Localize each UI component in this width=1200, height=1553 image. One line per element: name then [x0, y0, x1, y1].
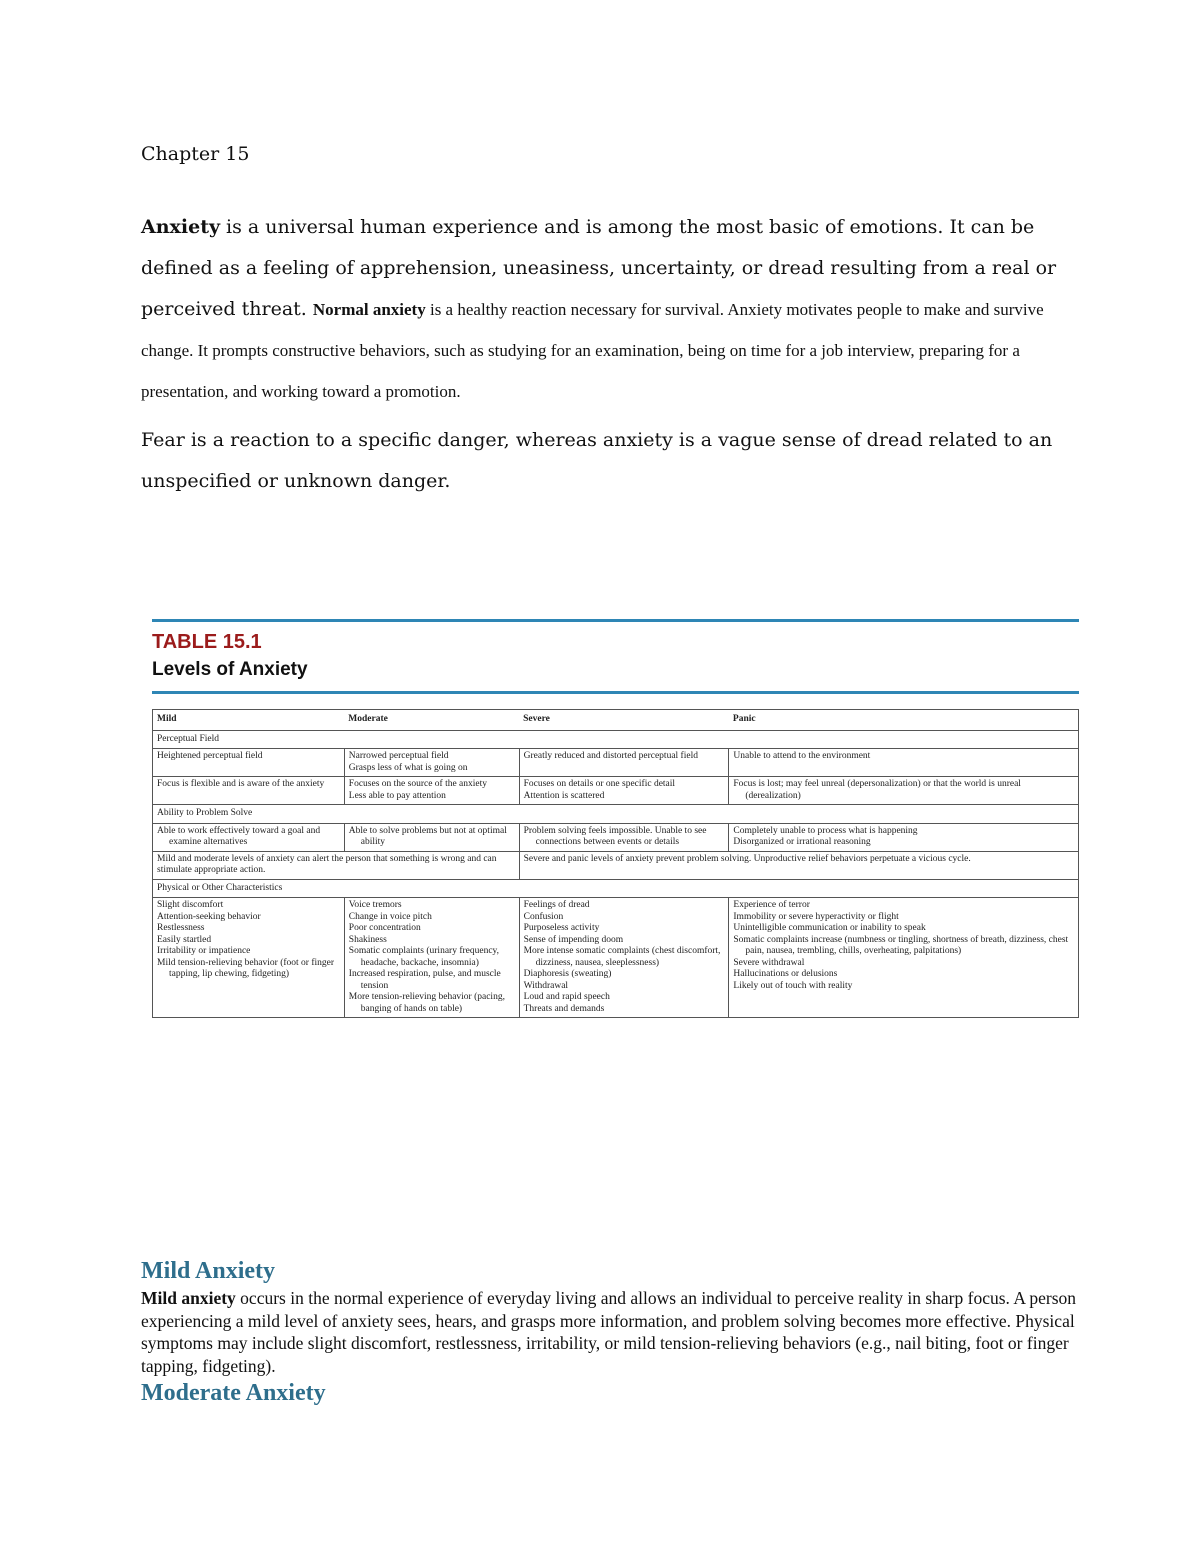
table-cell-summary-severe-panic: Severe and panic levels of anxiety prevent problem solving. Unproductive relief behaviors perpetuate a vicious cycle.: [519, 851, 1078, 879]
cell-line: Withdrawal: [523, 980, 569, 991]
table-title: Levels of Anxiety: [152, 659, 308, 680]
cell-line: Greatly reduced and distorted perceptual field: [523, 751, 698, 761]
cell-line: Change in voice pitch: [348, 911, 432, 922]
table-row: [153, 823, 1079, 851]
intro-paragraph: [141, 207, 1071, 412]
table-cell: [519, 749, 729, 777]
header-panic: Panic: [729, 710, 1079, 731]
header-mild: Mild: [153, 710, 345, 731]
table-cell: [729, 777, 1079, 805]
table-cell: [344, 823, 519, 851]
cell-line: Hallucinations or delusions: [733, 969, 838, 979]
cell-line: Completely unable to process what is happening: [733, 825, 918, 836]
cell-line: Shakiness: [348, 934, 387, 945]
cell-line: Loud and rapid speech: [523, 992, 610, 1002]
cell-line: Able to solve problems but not at optimal ability: [348, 825, 507, 847]
cell-line: Voice tremors: [348, 900, 402, 910]
table-row: [153, 898, 1079, 1018]
table-bottom-rule: [152, 691, 1079, 694]
term-mild-anxiety: Mild anxiety: [141, 1288, 236, 1308]
table-cell: [153, 823, 345, 851]
cell-line: Focuses on the source of the anxiety: [348, 779, 488, 789]
fear-paragraph: Fear is a reaction to a specific danger, whereas anxiety is a vague sense of dread related to an unspecified or unknown danger.: [141, 429, 1053, 492]
cell-line: Sense of impending doom: [523, 934, 624, 945]
cell-line: More tension-relieving behavior (pacing, banging of hands on table): [348, 992, 505, 1014]
heading-moderate-anxiety: Moderate Anxiety: [141, 1380, 326, 1406]
cell-line: More intense somatic complaints (chest discomfort, dizziness, nausea, sleeplessness): [523, 946, 721, 968]
cell-line: Purposeless activity: [523, 923, 600, 933]
heading-mild-anxiety: Mild Anxiety: [141, 1258, 276, 1284]
cell-line: Severe withdrawal: [733, 957, 805, 968]
cell-line: Experience of terror: [733, 900, 810, 910]
table-top-rule: [152, 619, 1079, 622]
table-cell: [519, 898, 729, 1018]
cell-line: Focus is lost; may feel unreal (depersonalization) or that the world is unreal (derealization): [733, 779, 1021, 801]
header-severe: Severe: [519, 710, 729, 731]
cell-line: Unable to attend to the environment: [733, 751, 871, 761]
cell-line: Focuses on details or one specific detail: [523, 779, 676, 789]
section-problem-solve: Ability to Problem Solve: [153, 805, 1079, 824]
table-cell: [344, 777, 519, 805]
intro-text-b: is a healthy reaction necessary for survival. Anxiety motivates people to make and survive change. It prompts constructive behaviors, such as studying for an examination, being on time for a job interview, preparing for a presentation, and working toward a promotion.: [141, 300, 1044, 401]
cell-line: Grasps less of what is going on: [348, 762, 468, 773]
cell-line: Increased respiration, pulse, and muscle tension: [348, 969, 501, 991]
cell-line: Easily startled: [157, 934, 212, 945]
table-cell: [153, 749, 345, 777]
cell-line: Threats and demands: [523, 1003, 605, 1014]
cell-line: Attention is scattered: [523, 790, 605, 801]
cell-line: Irritability or impatience: [157, 946, 251, 956]
cell-line: Narrowed perceptual field: [348, 751, 449, 761]
cell-line: Somatic complaints increase (numbness or tingling, shortness of breath, dizziness, chest pain, nausea, trembling, chills, overheating, palpitations): [733, 934, 1069, 956]
section-physical: Physical or Other Characteristics: [153, 879, 1079, 898]
header-moderate: Moderate: [344, 710, 519, 731]
section-perceptual-field: Perceptual Field: [153, 730, 1079, 749]
cell-line: Immobility or severe hyperactivity or flight: [733, 911, 899, 922]
table-row: [153, 777, 1079, 805]
cell-line: Somatic complaints (urinary frequency, headache, backache, insomnia): [348, 946, 500, 968]
cell-line: Diaphoresis (sweating): [523, 969, 612, 979]
table-label: TABLE 15.1: [152, 631, 262, 653]
mild-anxiety-text: occurs in the normal experience of everyday living and allows an individual to perceive reality in sharp focus. A person experiencing a mild level of anxiety sees, hears, and grasps more information, and problem solving becomes more effective. Physical symptoms may include slight discomfort, restlessness, irritability, or mild tension-relieving behaviors (e.g., nail biting, foot or finger tapping, fidgeting).: [141, 1288, 1077, 1376]
table-row: [153, 851, 1079, 879]
cell-line: Slight discomfort: [157, 900, 224, 910]
term-normal-anxiety: Normal anxiety: [312, 300, 426, 319]
cell-line: Problem solving feels impossible. Unable to see connections between events or details: [523, 825, 707, 847]
table-cell: [344, 898, 519, 1018]
cell-line: Feelings of dread: [523, 900, 590, 910]
table-cell: [519, 823, 729, 851]
table-cell: [729, 749, 1079, 777]
cell-line: Disorganized or irrational reasoning: [733, 837, 871, 847]
table-row: [153, 749, 1079, 777]
cell-line: Poor concentration: [348, 923, 421, 933]
chapter-label: Chapter 15: [141, 143, 250, 165]
cell-line: Attention-seeking behavior: [157, 911, 261, 922]
cell-line: Unintelligible communication or inability to speak: [733, 923, 926, 933]
cell-line: Less able to pay attention: [348, 790, 446, 801]
table-cell: [344, 749, 519, 777]
table-cell: [153, 777, 345, 805]
table-cell: [729, 898, 1079, 1018]
intro-text-a: is a universal human experience and is among the most basic of emotions. It can be defined as a feeling of apprehension, uneasiness, uncertainty, or dread resulting from a real or perceived threat.: [141, 216, 1057, 320]
table-figure: [152, 619, 1079, 1018]
table-cell: [519, 777, 729, 805]
cell-line: Mild tension-relieving behavior (foot or finger tapping, lip chewing, fidgeting): [157, 957, 335, 979]
table-header-row: [153, 710, 1079, 731]
table-cell-summary-mild-moderate: Mild and moderate levels of anxiety can alert the person that something is wrong and can stimulate appropriate action.: [153, 851, 520, 879]
cell-line: Restlessness: [157, 923, 205, 933]
anxiety-levels-table: [152, 709, 1079, 1018]
cell-line: Confusion: [523, 911, 564, 922]
mild-anxiety-paragraph: [141, 1287, 1081, 1377]
cell-line: Able to work effectively toward a goal and examine alternatives: [157, 825, 321, 847]
table-cell: [729, 823, 1079, 851]
table-cell: [153, 898, 345, 1018]
cell-line: Heightened perceptual field: [157, 751, 263, 761]
cell-line: Likely out of touch with reality: [733, 980, 853, 991]
cell-line: Focus is flexible and is aware of the anxiety: [157, 779, 325, 789]
term-anxiety: Anxiety: [141, 216, 221, 238]
